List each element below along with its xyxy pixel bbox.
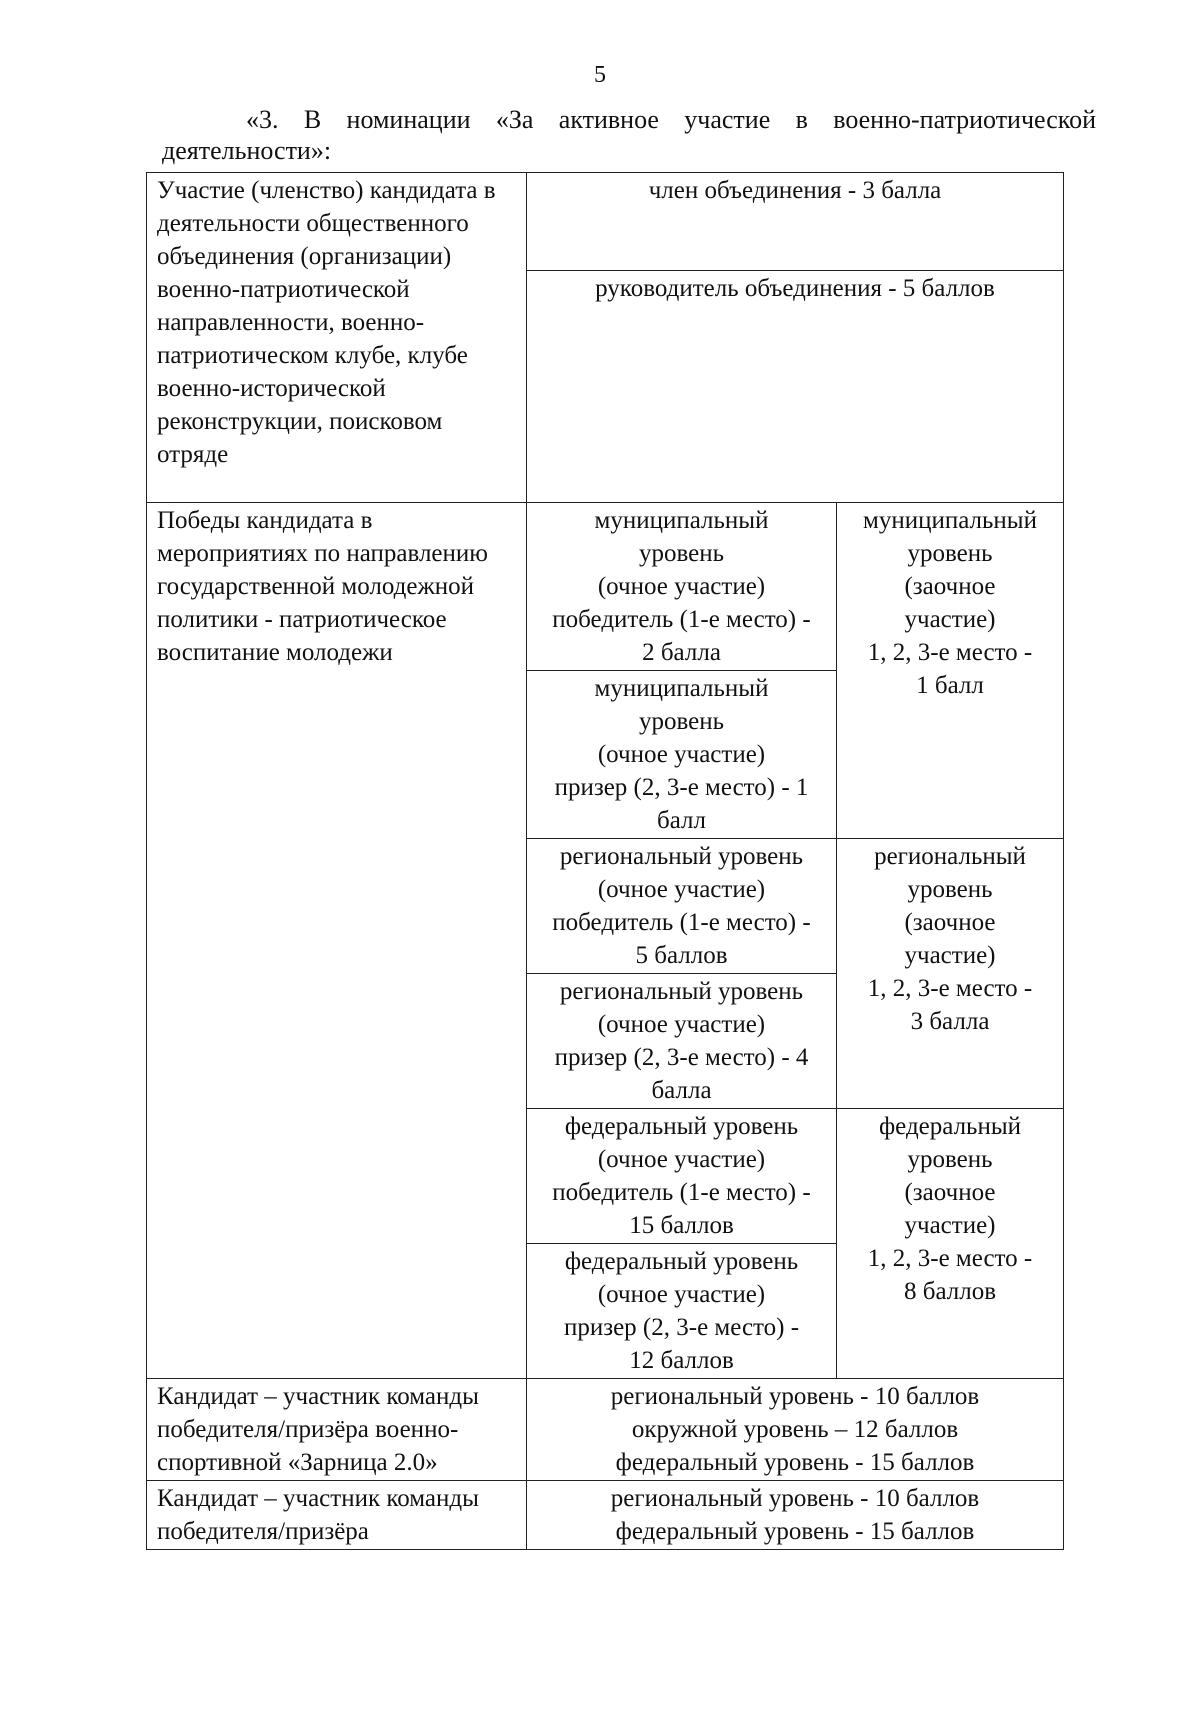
- criterion-zarnica: Кандидат – участник команды победителя/призёра военно-спортивной «Зарница 2.0»: [147, 1379, 527, 1481]
- criterion-team: Кандидат – участник команды победителя/призёра: [147, 1481, 527, 1550]
- federal-prize: федеральный уровень (очное участие) призер (2, 3-е место) - 12 баллов: [527, 1244, 837, 1379]
- table-row: [147, 173, 1064, 271]
- regional-winner: региональный уровень (очное участие) победитель (1-е место) - 5 баллов: [527, 839, 837, 974]
- points-zarnica: региональный уровень - 10 баллов окружной уровень – 12 баллов федеральный уровень - 15 баллов: [527, 1379, 1064, 1481]
- federal-winner: федеральный уровень (очное участие) победитель (1-е место) - 15 баллов: [527, 1109, 837, 1244]
- federal-remote: федеральный уровень (заочное участие) 1, 2, 3-е место - 8 баллов: [837, 1109, 1064, 1379]
- municipal-remote: муниципальный уровень (заочное участие) 1, 2, 3-е место - 1 балл: [837, 503, 1064, 839]
- criteria-table: [146, 172, 1064, 1550]
- municipal-prize: муниципальный уровень (очное участие) призер (2, 3-е место) - 1 балл: [527, 671, 837, 839]
- criterion-victories: Победы кандидата в мероприятиях по направлению государственной молодежной политики - патриотическое воспитание молодежи: [147, 503, 527, 1379]
- points-leader: руководитель объединения - 5 баллов: [527, 271, 1064, 503]
- table-row: [147, 503, 1064, 671]
- municipal-winner: муниципальный уровень (очное участие) победитель (1-е место) - 2 балла: [527, 503, 837, 671]
- points-member: член объединения - 3 балла: [527, 173, 1064, 271]
- section-heading: [162, 104, 1096, 166]
- table-row: [147, 1481, 1064, 1550]
- heading-line-1: «3. В номинации «За активное участие в военно-патриотической: [246, 105, 1096, 134]
- points-team: региональный уровень - 10 баллов федеральный уровень - 15 баллов: [527, 1481, 1064, 1550]
- criterion-membership: Участие (членство) кандидата в деятельности общественного объединения (организации) военно-патриотической направленности, военно-патриотическом клубе, клубе военно-исторической реконструкции, поисковом отряде: [147, 173, 527, 503]
- heading-line-2: деятельности»:: [162, 136, 332, 165]
- table-row: [147, 1379, 1064, 1481]
- regional-remote: региональный уровень (заочное участие) 1, 2, 3-е место - 3 балла: [837, 839, 1064, 1109]
- regional-prize: региональный уровень (очное участие) призер (2, 3-е место) - 4 балла: [527, 974, 837, 1109]
- page-number: 5: [594, 62, 606, 88]
